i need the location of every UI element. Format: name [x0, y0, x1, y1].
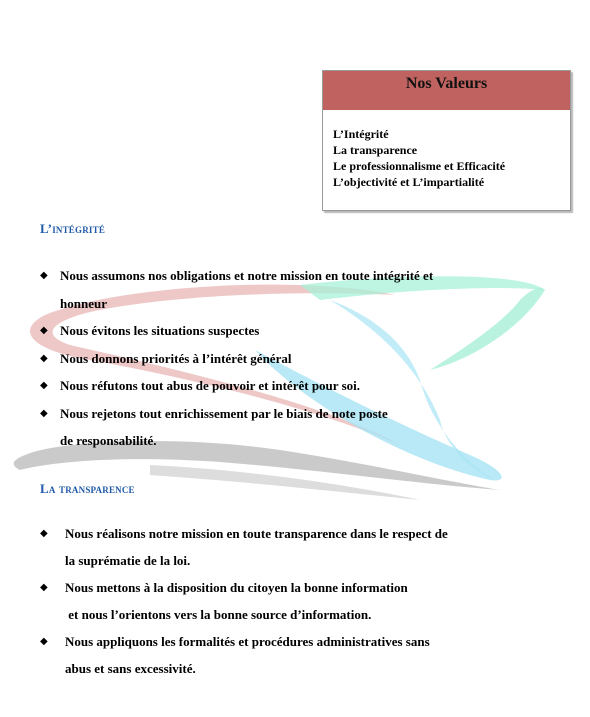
list-item	[40, 345, 525, 373]
transparency-bullet-list	[40, 520, 525, 682]
list-item-line: Nous mettons à la disposition du citoyen la bonne information	[65, 580, 408, 595]
list-item-line: Nous rejetons tout enrichissement par le biais de note poste	[60, 405, 388, 421]
diamond-bullet-icon: ◆	[40, 380, 48, 391]
list-item	[40, 400, 525, 455]
list-item-line: Nous évitons les situations suspectes	[60, 323, 260, 338]
values-box	[322, 70, 571, 211]
list-item-line: Nous appliquons les formalités et procédures administratives sans	[65, 634, 430, 649]
diamond-bullet-icon: ◆	[40, 352, 48, 364]
list-item-line: Nous donnons priorités à l’intérêt général	[60, 350, 292, 366]
values-box-title: Nos Valeurs	[323, 71, 570, 110]
list-item	[40, 262, 525, 317]
list-item-line-continued: honneur	[60, 295, 107, 311]
list-item-line: Nous assumons nos obligations et notre mission en toute intégrité et	[60, 268, 434, 283]
list-item	[40, 372, 525, 400]
list-item-line-continued: la suprématie de la loi.	[65, 553, 191, 568]
list-item	[40, 317, 525, 345]
values-item-transparency: La transparence	[333, 143, 418, 157]
list-item-line-continued: de responsabilité.	[60, 433, 157, 448]
values-item-integrity: L’Intégrité	[333, 127, 389, 141]
list-item	[40, 520, 525, 574]
values-list	[323, 110, 570, 190]
list-item	[40, 574, 525, 628]
list-item-line-continued: et nous l’orientons vers la bonne source d’information.	[65, 607, 372, 622]
list-item	[40, 628, 525, 682]
list-item-line-continued: abus et sans excessivité.	[65, 661, 196, 676]
list-item-line: Nous réfutons tout abus de pouvoir et intérêt pour soi.	[60, 378, 360, 393]
values-item-objectivity: L’objectivité et L’impartialité	[333, 175, 485, 189]
diamond-bullet-icon: ◆	[40, 270, 48, 281]
diamond-bullet-icon: ◆	[40, 636, 48, 647]
diamond-bullet-icon: ◆	[40, 528, 48, 539]
diamond-bullet-icon: ◆	[40, 325, 48, 336]
values-item-professionalism: Le professionnalisme et Efficacité	[333, 159, 506, 173]
section-title-transparency: La transparence	[40, 481, 135, 496]
diamond-bullet-icon: ◆	[40, 407, 48, 419]
integrity-bullet-list	[40, 262, 525, 455]
list-item-line: Nous réalisons notre mission en toute transparence dans le respect de	[65, 526, 448, 541]
diamond-bullet-icon: ◆	[40, 582, 48, 593]
section-title-integrity: L’intégrité	[40, 221, 106, 236]
